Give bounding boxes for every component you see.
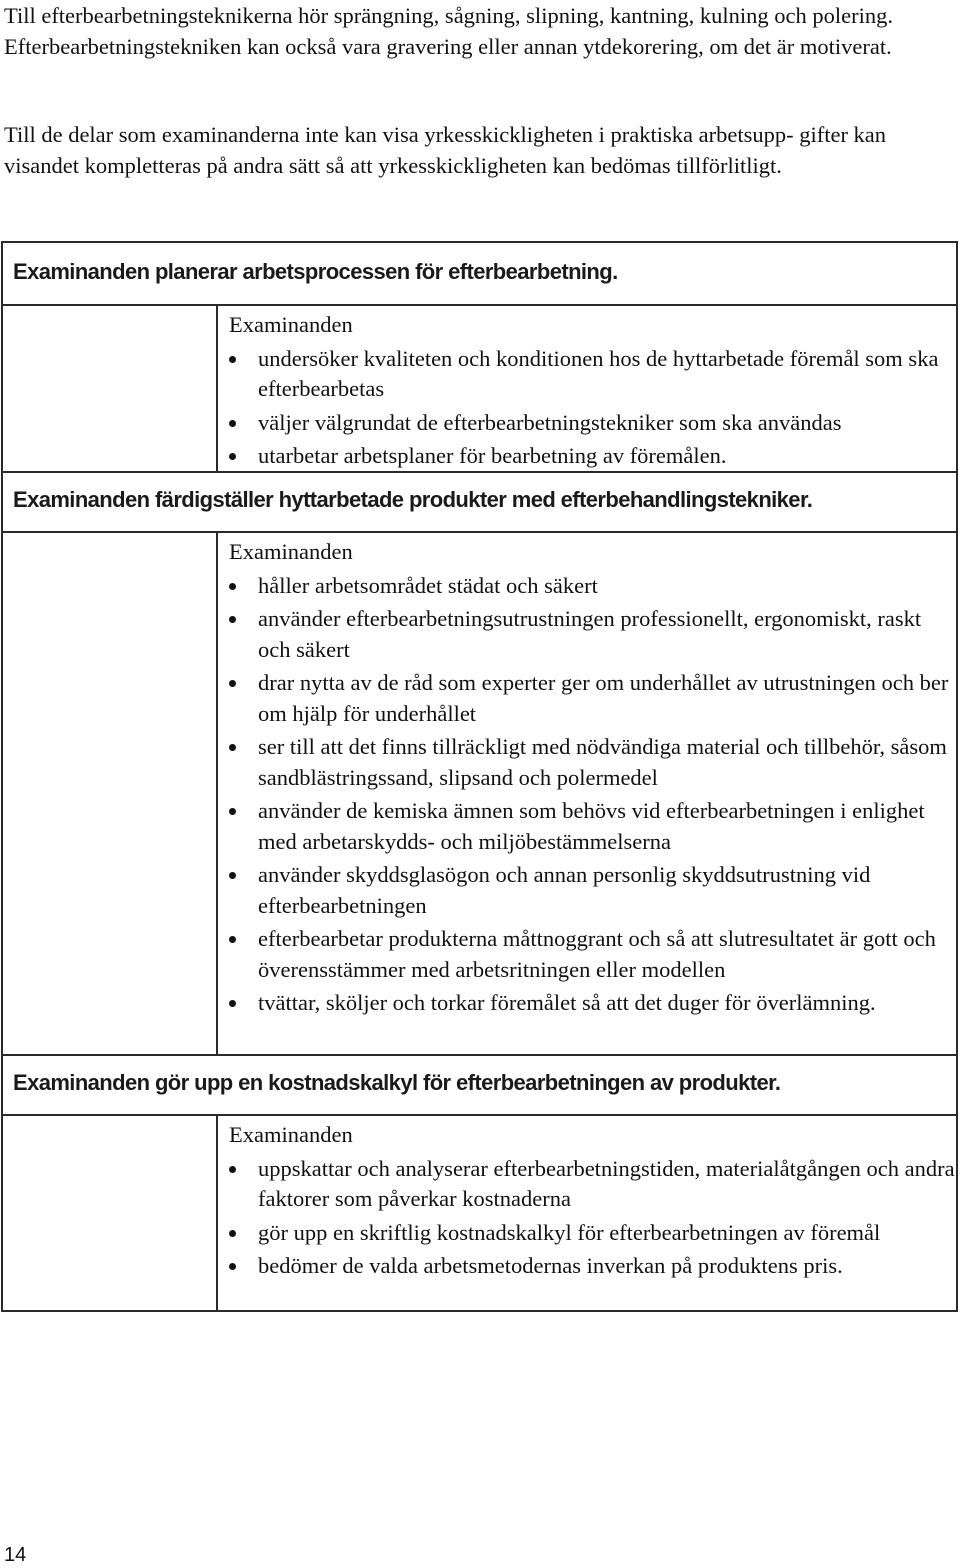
section-body	[3, 533, 956, 1056]
section-lead: Examinanden	[229, 539, 353, 564]
section-header: Examinanden gör upp en kostnadskalkyl för efterbearbetningen av produkter.	[3, 1056, 956, 1116]
criteria-item: undersöker kvaliteten och konditionen hos de hyttarbetade föremål som ska efterbearbetas	[229, 344, 956, 405]
section-content	[218, 533, 956, 1054]
criteria-item: utarbetar arbetsplaner för bearbetning av föremålen.	[229, 441, 956, 472]
criteria-item: håller arbetsområdet städat och säkert	[229, 571, 956, 602]
table-label-column	[3, 1116, 218, 1310]
section-lead: Examinanden	[229, 312, 353, 337]
section-content	[218, 306, 956, 471]
criteria-item: bedömer de valda arbetsmetodernas inverkan på produktens pris.	[229, 1251, 956, 1282]
section-body	[3, 306, 956, 473]
criteria-item: använder de kemiska ämnen som behövs vid efterbearbetningen i enlighet med arbetarskydds- och miljöbestämmelserna	[229, 796, 956, 857]
table-label-column	[3, 533, 218, 1054]
assessment-criteria-table	[1, 241, 958, 1312]
criteria-item: efterbearbetar produkterna måttnoggrant och så att slutresultatet är gott och överensstämmer med arbetsritningen eller modellen	[229, 924, 956, 985]
section-lead: Examinanden	[229, 1122, 353, 1147]
criteria-list	[229, 1154, 956, 1282]
criteria-item: drar nytta av de råd som experter ger om underhållet av utrustningen och ber om hjälp för underhållet	[229, 668, 956, 729]
criteria-item: uppskattar och analyserar efterbearbetningstiden, materialåtgången och andra faktorer som påverkar kostnaderna	[229, 1154, 956, 1215]
criteria-item: väljer välgrundat de efterbearbetningstekniker som ska användas	[229, 408, 956, 439]
section-content	[218, 1116, 956, 1310]
table-label-column	[3, 306, 218, 471]
section-header: Examinanden färdigställer hyttarbetade produkter med efterbehandlingstekniker.	[3, 473, 956, 533]
page-number: 14	[4, 1544, 27, 1566]
intro-paragraph: Till de delar som examinanderna inte kan visa yrkesskickligheten i praktiska arbetsupp- gifter kan visandet kompletteras på andra sätt så att yrkesskickligheten kan bedömas tillförlitligt.	[4, 122, 887, 178]
criteria-item: tvättar, sköljer och torkar föremålet så att det duger för överlämning.	[229, 988, 956, 1019]
criteria-list	[229, 344, 956, 472]
criteria-item: gör upp en skriftlig kostnadskalkyl för efterbearbetningen av föremål	[229, 1218, 956, 1249]
intro-paragraph: Till efterbearbetningsteknikerna hör sprängning, sågning, slipning, kantning, kulning och polering. Efterbearbetningstekniken kan också vara gravering eller annan ytdekorering, om det är motiverat.	[4, 3, 894, 59]
criteria-item: använder efterbearbetningsutrustningen professionellt, ergonomiskt, raskt och säkert	[229, 604, 956, 665]
criteria-item: använder skyddsglasögon och annan personlig skyddsutrustning vid efterbearbetningen	[229, 860, 956, 921]
criteria-list	[229, 571, 956, 1019]
section-header: Examinanden planerar arbetsprocessen för efterbearbetning.	[3, 243, 956, 306]
section-body	[3, 1116, 956, 1312]
criteria-item: ser till att det finns tillräckligt med nödvändiga material och tillbehör, såsom sandblästringssand, slipsand och polermedel	[229, 732, 956, 793]
